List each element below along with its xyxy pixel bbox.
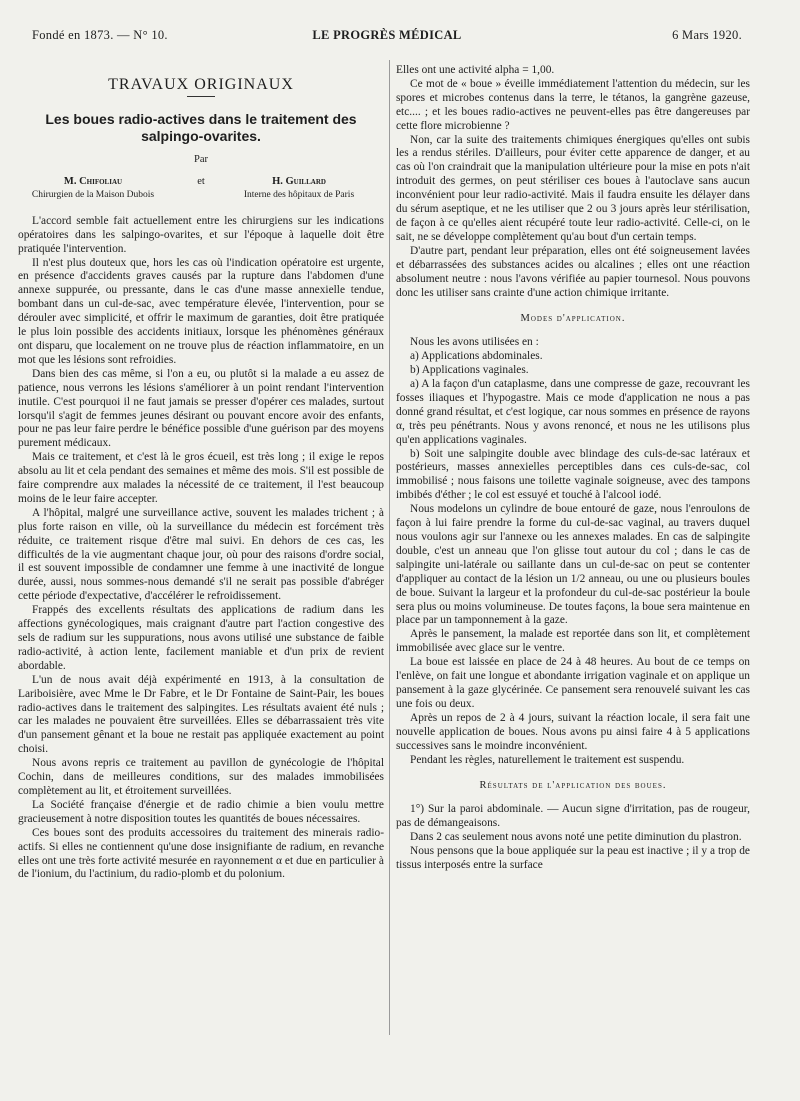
paragraph: Pendant les règles, naturellement le traitement est suspendu.	[410, 753, 685, 766]
header-journal-title: LE PROGRÈS MÉDICAL	[312, 28, 462, 42]
paragraph: Ce mot de « boue » éveille immédiatement l'attention du médecin, sur les spores et microbes contenus dans la terre, le tétanos, la gangrène gazeuse, etc.... ; et les boues radio-actives ne peuvent-elles pas être dangereuses par cette flore microbienne ?	[396, 77, 750, 132]
paragraph: b) Applications vaginales.	[410, 364, 529, 377]
right-column	[396, 64, 750, 873]
paragraph: Nous modelons un cylindre de boue entouré de gaze, nous l'enroulons de façon à lui faire prendre la forme du cul-de-sac vaginal, au travers duquel nous voulons agir sur l'annexe ou les annexes malades. En cas de salpingite double, c'est un anneau que l'on glisse tout autour du col ; dans le cas de salpingite uni-latérale ou saillante dans un cul-de-sac on peut se contenter d'appliquer au contact de la lésion un 1/2 anneau, ou une ou plusieurs boules de boue. Suivant la largeur et la profondeur du cul-de-sac postérieur la boule sera plus ou moins volumineuse. De toutes façons, la boue sera maintenue en place par un tamponnement à la gaze.	[396, 503, 750, 627]
paragraph: Après un repos de 2 à 4 jours, suivant la réaction locale, il sera fait une nouvelle application de boues. Nous avons pu ainsi faire 4 à 5 applications successives sans le moindre inconvénient.	[396, 711, 750, 752]
paragraph: a) Applications abdominales.	[410, 350, 543, 363]
paragraph: Dans bien des cas même, si l'on a eu, ou plutôt si la malade a eu assez de patience, nous verrons les lésions s'améliorer à un point rendant l'intervention inutile. C'est pourquoi il ne faut jamais se presser d'opérer ces malades, surtout lorsqu'il s'agit de femmes jeunes désirant ou pouvant encore avoir des enfants, pour ne pas leur faire perdre le bénéfice possible d'une guérison par des moyens purement médicaux.	[18, 367, 384, 450]
paragraph: Frappés des excellents résultats des applications de radium dans les affections gynécologiques, mais craignant d'autre part l'action congestive des sels de radium sur les suppurations, nous avons utilisé une substance de faible radio-activité, à action lente, facilement maniable et d'un prix de revient abordable.	[18, 604, 384, 672]
paragraph: Elles ont une activité alpha = 1,00.	[396, 64, 555, 76]
right-body-text-c	[396, 803, 750, 873]
paragraph: A l'hôpital, malgré une surveillance active, souvent les malades trichent ; à plus forte raison en ville, où la surveillance du médecin est forcément très réduite, ce traitement risque d'être mal suivi. En dehors de ces cas, les difficultés de la vie augmentant chaque jour, où pour des raisons d'ordre social, il est souvent impossible de condamner une femme à une inactivité de longue durée, aussi, nous sommes-nous demandé s'il ne serait pas possible d'abréger cette période d'expectative, d'accélérer le refroidissement.	[18, 506, 384, 603]
left-body-text	[18, 215, 384, 883]
paragraph: Il n'est plus douteux que, hors les cas où l'indication opératoire est urgente, en présence d'accidents graves causés par la rupture dans l'abdomen d'une annexe suppurée, ou pressante, dans le cas d'une masse annexielle tendue, bombant dans un cul-de-sac, avec température élevée, l'intervention, pour se dérouler avec simplicité, et offrir le maximum de garanties, doit être pratiquée le plus loin possible des accidents initiaux, lorsque les phénomènes généraux ont disparu, que localement on ne trouve plus de réaction inflammatoire, en un mot que les lésions sont refroidies.	[18, 256, 384, 366]
paragraph: La Société française d'énergie et de radio chimie a bien voulu mettre gracieusement à notre disposition toutes les quantités de boues nécessaires.	[18, 798, 384, 825]
left-column	[18, 64, 384, 882]
header-founded-issue: Fondé en 1873. — N° 10.	[32, 28, 168, 42]
subhead-modes-application: Modes d'application.	[520, 313, 626, 325]
paragraph: b) Soit une salpingite double avec blindage des culs-de-sac latéraux et postérieurs, masses annexielles perceptibles dans ces culs-de-sac, col immobilisé ; nous faisons une toilette vaginale soigneuse, avec des tampons imbibés d'éther ; le col est essuyé et touché à l'alcool iodé.	[396, 447, 750, 502]
author-2-name: H. Guillard	[272, 175, 326, 187]
title-rule	[187, 96, 215, 97]
byline-par: Par	[194, 153, 208, 165]
paragraph: Ces boues sont des produits accessoires du traitement des minerais radio-actifs. Si elles ne contiennent qu'une dose insignifiante de radium, en revanche elles ont une très forte activité mesurée en rayonnement α et due en particulier à de l'ionium, du l'actinium, du radio-plomb et du polonium.	[18, 826, 384, 881]
paragraph: D'autre part, pendant leur préparation, elles ont été soigneusement lavées et débarrassées des substances acides ou alcalines ; elles ont une réaction absolument neutre : nous l'avons vérifiée au papier tournesol. Nous pouvons donc les utiliser sans crainte d'une action chimique irritante.	[396, 244, 750, 299]
paragraph: Nous pensons que la boue appliquée sur la peau est inactive ; il y a trop de tissus interposés entre la surface	[396, 845, 750, 871]
article-title: Les boues radio-actives dans le traitement des salpingo-ovarites.	[45, 110, 357, 144]
author-2	[214, 175, 384, 203]
paragraph: Nous avons repris ce traitement au pavillon de gynécologie de l'hôpital Cochin, dans de meilleures conditions, sur des malades immobilisées complètement au lit, et étroitement surveillées.	[18, 757, 384, 797]
header-date: 6 Mars 1920.	[672, 28, 742, 42]
right-body-text-b	[396, 336, 750, 767]
subhead-resultats: Résultats de l'application des boues.	[479, 780, 667, 792]
author-1-name: M. Chifoliau	[63, 175, 123, 187]
paragraph: Nous les avons utilisées en :	[410, 336, 539, 349]
paragraph: Mais ce traitement, et c'est là le gros écueil, est très long ; il exige le repos absolu au lit et cela pendant des semaines et même des mois. S'il est possible de faire comprendre aux malades la nécessité de ce traitement, il l'est beaucoup moins de le leur faire accepter.	[18, 451, 384, 505]
right-body-text-a	[396, 64, 750, 300]
paragraph: Après le pansement, la malade est reportée dans son lit, et complètement immobilisée avec glace sur le ventre.	[396, 628, 750, 655]
paragraph: a) A la façon d'un cataplasme, dans une compresse de gaze, recouvrant les fosses iliaques et l'hypogastre. Mais ce mode d'application ne nous a pas donné grand résultat, et c'est logique, car nous sommes en présence de rayons α, très peu pénétrants. Nous y avons renoncé, et nous ne les utilisons plus qu'en applications vaginales.	[396, 378, 750, 446]
paragraph: Non, car la suite des traitements chimiques énergiques qu'elles ont subis les a rendus stériles. D'ailleurs, pour éviter cette apparence de danger, et au cas où l'on craindrait que la manipulation ultérieure pour la mise en pots n'ait introduit des germes, on peut stériliser ces boues à l'autoclave sans aucun inconvénient pour leur radio-activité. Mais il faudra ensuite les délayer dans du sérum aseptique, et ne les utiliser que 2 ou 3 jours après leur stérilisation, de façon à ce qu'elles aient récupéré toute leur radio-activité. Celle-ci, on le sait, ne se développe complètement qu'au bout d'un certain temps.	[396, 133, 750, 243]
paragraph: L'accord semble fait actuellement entre les chirurgiens sur les indications opératoires dans les salpingo-ovarites, et sur l'époque à laquelle doit être pratiquée l'intervention.	[18, 214, 384, 255]
author-2-role: Interne des hôpitaux de Paris	[243, 189, 355, 200]
authors-block	[18, 175, 384, 205]
paragraph: 1°) Sur la paroi abdominale. — Aucun signe d'irritation, pas de rougeur, pas de démangeaisons.	[396, 803, 750, 830]
paragraph: L'un de nous avait déjà expérimenté en 1913, à la consultation de Lariboisière, avec Mme le Dr Fabre, et le Dr Fontaine de Saint-Pair, les boues radio-actives dans le traitement des salpingites. Les résultats avaient été nuls ; car les malades ne pouvaient être surveillées. Elles se débarrassaient très vite d'un pansement gênant et la boue ne restait pas appliquée exactement au point choisi.	[18, 673, 384, 756]
author-1-role: Chirurgien de la Maison Dubois	[31, 189, 155, 200]
paragraph: Dans 2 cas seulement nous avons noté une petite diminution du plastron.	[410, 831, 742, 844]
column-divider	[389, 60, 390, 1035]
authors-conjunction: et	[197, 175, 205, 187]
running-header	[32, 28, 742, 48]
paragraph: La boue est laissée en place de 24 à 48 heures. Au bout de ce temps on l'enlève, on fait une longue et abondante irrigation vaginale et on applique un pansement à la gaze glycérinée. Ce pansement sera renouvelé suivant les cas une fois ou deux.	[396, 656, 750, 710]
section-title: TRAVAUX ORIGINAUX	[108, 76, 294, 93]
